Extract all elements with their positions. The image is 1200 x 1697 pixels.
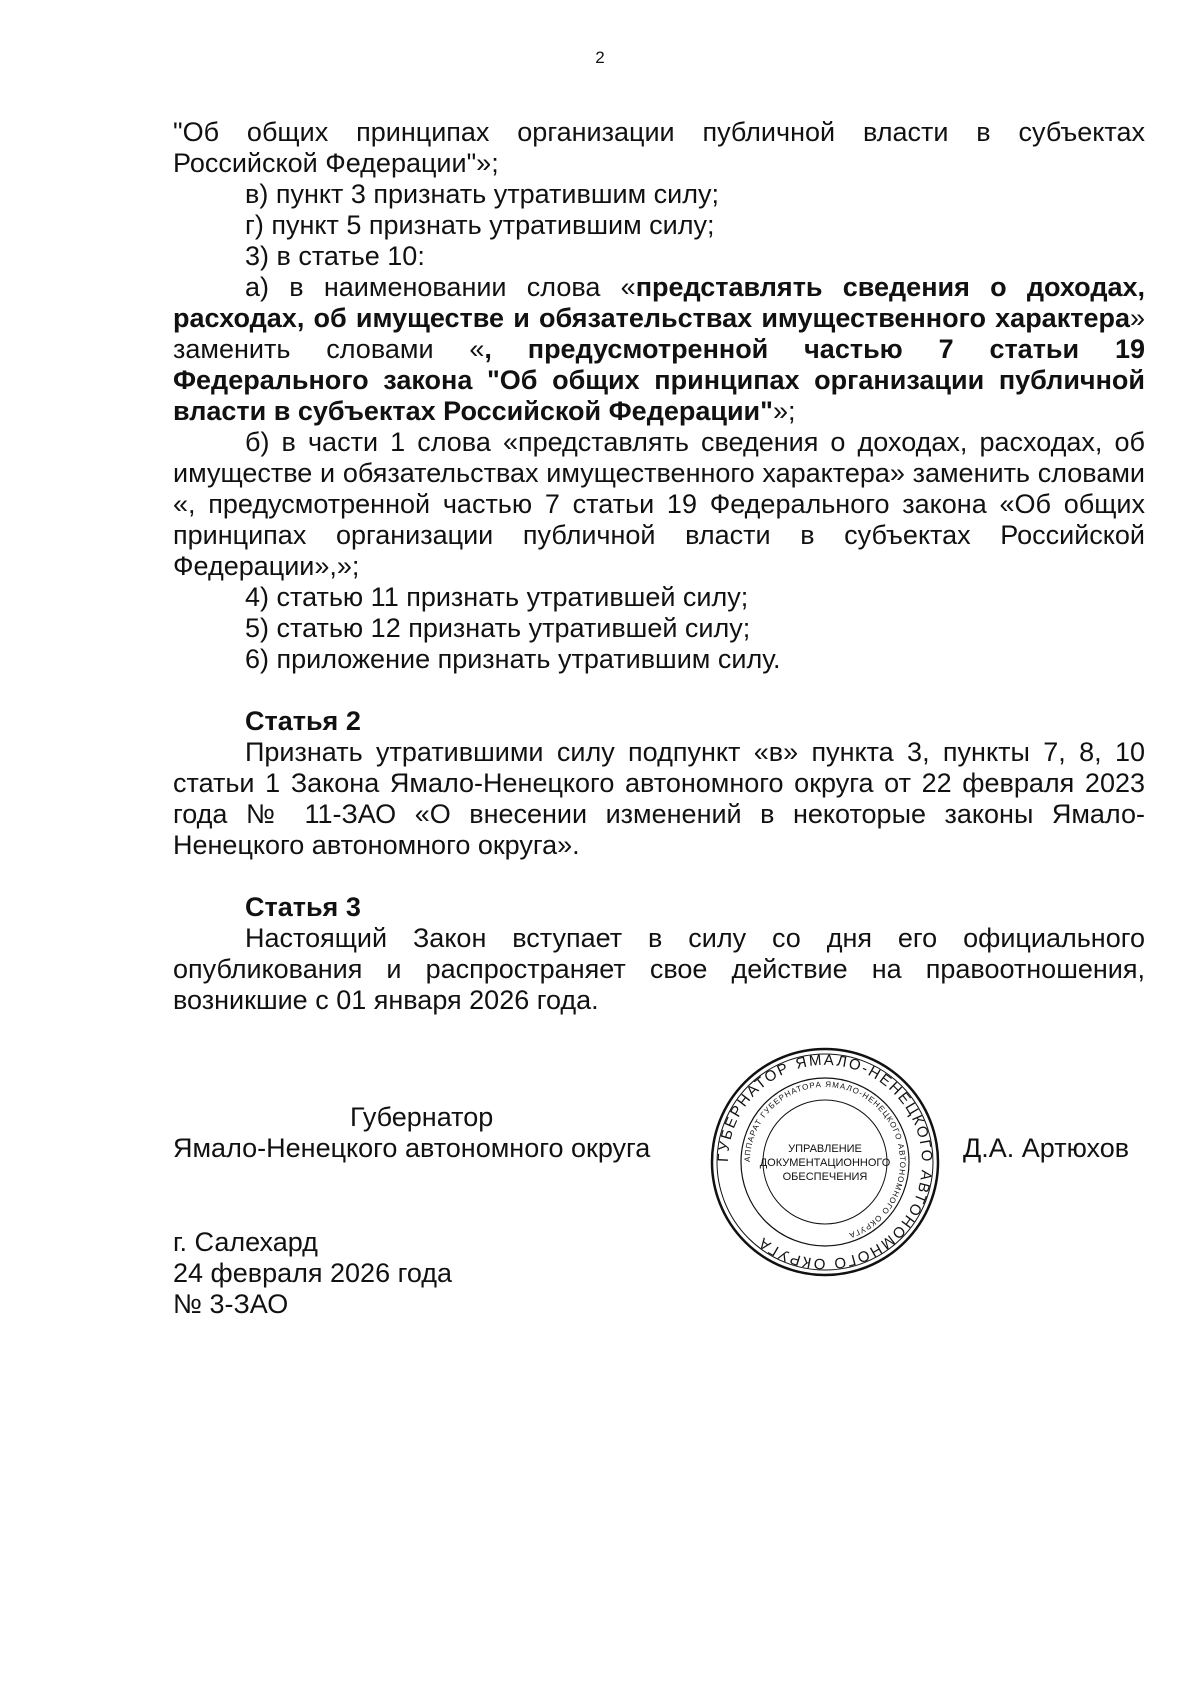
item-4: 4) статью 11 признать утратившей силу; — [245, 582, 749, 612]
signature-title-line1: Губернатор — [350, 1102, 494, 1132]
article-2-text: Признать утратившими силу подпункт «в» пункта 3, пункты 7, 8, 10 статьи 1 Закона Ямало-Ненецкого автономного округа от 22 февраля 2023 года № 11-ЗАО «О внесении изменений в некоторые законы Ямало-Ненецкого автономного округа». — [173, 737, 1145, 860]
item-a-part1: а) в наименовании слова « — [245, 272, 636, 302]
item-g: г) пункт 5 признать утратившим силу; — [245, 210, 715, 240]
item-a-new-words: , предусмотренной частью 7 статьи 19 Федерального закона "Об общих принципах организации публичной власти в субъектах Российской Федерации" — [173, 334, 1145, 426]
paragraph-continuation: "Об общих принципах организации публичной власти в субъектах Российской Федерации"»; — [173, 117, 1145, 178]
signature-title-line2: Ямало-Ненецкого автономного округа — [173, 1133, 651, 1163]
item-6: 6) приложение признать утратившим силу. — [245, 644, 781, 674]
item-b: б) в части 1 слова «представлять сведения о доходах, расходах, об имуществе и обязательствах имущественного характера» заменить словами «, предусмотренной частью 7 статьи 19 Федерального закона «Об общих принципах организации публичной власти в субъектах Российской Федерации»,»; — [173, 427, 1145, 581]
official-seal — [709, 1046, 941, 1278]
item-a-part2: » заменить словами « — [173, 303, 1145, 364]
article-3-text: Настоящий Закон вступает в силу со дня его официального опубликования и распространяет свое действие на правоотношения, возникшие с 01 января 2026 года. — [173, 923, 1145, 1015]
signature-name: Д.А. Артюхов — [963, 1133, 1130, 1163]
footer-law-number: № 3-ЗАО — [173, 1289, 289, 1319]
seal-inner-text: АППАРАТ ГУБЕРНАТОРА ЯМАЛО-НЕНЕЦКОГО АВТОНОМНОГО ОКРУГА — [742, 1079, 908, 1241]
document-footer — [173, 1227, 452, 1320]
item-5: 5) статью 12 признать утратившей силу; — [245, 613, 751, 643]
page-number: 2 — [595, 48, 605, 67]
article-3-heading: Статья 3 — [245, 892, 361, 922]
seal-center-line2: ДОКУМЕНТАЦИОННОГО — [759, 1157, 891, 1169]
law-text — [173, 117, 1145, 1016]
footer-city: г. Салехард — [173, 1227, 318, 1257]
signature-title — [173, 1102, 650, 1164]
item-3: 3) в статье 10: — [245, 241, 425, 271]
seal-outer-text: ГУБЕРНАТОР ЯМАЛО-НЕНЕЦКОГО АВТОНОМНОГО ОКРУГА — [714, 1051, 936, 1273]
item-v: в) пункт 3 признать утратившим силу; — [245, 179, 719, 209]
article-2-heading: Статья 2 — [245, 706, 361, 736]
item-a-part3: »; — [772, 396, 796, 426]
footer-date: 24 февраля 2026 года — [173, 1258, 453, 1288]
seal-center-line3: ОБЕСПЕЧЕНИЯ — [782, 1171, 868, 1183]
seal-center-line1: УПРАВЛЕНИЕ — [788, 1143, 862, 1155]
item-a — [173, 272, 1145, 427]
item-a-old-words: представлять сведения о доходах, расходах, об имуществе и обязательствах имущественного характера — [173, 272, 1145, 333]
seal-graphic — [709, 1046, 941, 1278]
